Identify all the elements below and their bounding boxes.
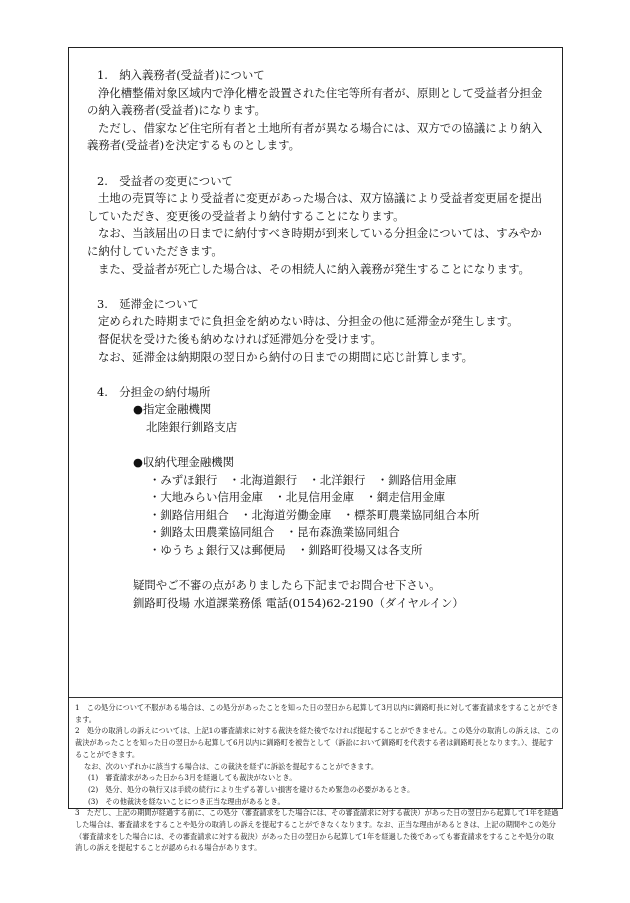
- designated-bank-name: 北陸銀行釧路支店: [146, 419, 238, 434]
- divider: [69, 697, 562, 698]
- section-heading: 4. 分担金の納付場所: [97, 384, 211, 399]
- designated-bank-title: ●指定金融機関: [133, 402, 212, 417]
- note-exception: なお、次のいずれかに該当する場合は、この裁決を経ずに訴訟を提起することができます。: [84, 761, 379, 771]
- agent-bank-line: ・みずほ銀行 ・北海道銀行 ・北洋銀行 ・釧路信用金庫: [149, 472, 457, 487]
- agent-bank-line: ・ゆうちょ銀行又は郵便局 ・釧路町役場又は各支所: [149, 543, 423, 558]
- section-obligor: [87, 67, 549, 155]
- section-paragraph: ただし、借家など住宅所有者と土地所有者が異なる場合には、双方での協議により納入義務者(受益者)を決定するものとします。: [87, 120, 543, 153]
- note-item: (3) その他裁決を経ないことにつき正当な理由があるとき。: [88, 796, 285, 806]
- contact-message: 疑問やご不審の点がありましたら下記までお問合せ下さい。: [133, 578, 441, 593]
- section-heading: 3. 延滞金について: [97, 296, 199, 311]
- section-heading: 2. 受益者の変更について: [97, 173, 233, 188]
- contact-phone: 釧路町役場 水道課業務係 電話(0154)62-2190（ダイヤルイン）: [133, 595, 464, 610]
- section-late-fee: [87, 296, 549, 366]
- note-time-limit: 3 ただし、上記の期間が経過する前に、この処分（審査請求をした場合には、その審査請求に対する裁決）があった日の翌日から起算して1年を経過した場合は、審査請求をすることや処分の取消しの訴えを提起することができなくなります。なお、正当な理由があるときは、上記の期間やこの処分（審査請求をした場合には、その審査請求に対する裁決）があった日の翌日から起算して1年を経過した後であっても審査請求をすることや処分の取消しの訴えを提起することが認められる場合があります。: [75, 808, 559, 853]
- section-paragraph: 定められた時期までに負担金を納めない時は、分担金の他に延滞金が発生します。: [98, 314, 519, 329]
- section-heading: 1. 納入義務者(受益者)について: [97, 68, 265, 82]
- note-item: (2) 処分、処分の執行又は手続の続行により生ずる著しい損害を避けるため緊急の必要があるとき。: [88, 784, 415, 794]
- section-beneficiary-change: [87, 173, 549, 279]
- note-item: (1) 審査請求があった日から3月を経過しても裁決がないとき。: [88, 773, 297, 783]
- section-payment-place: [87, 384, 549, 560]
- section-paragraph: また、受益者が死亡した場合は、その相続人に納入義務が発生することになります。: [98, 261, 530, 276]
- section-paragraph: なお、延滞金は納期限の翌日から納付の日までの期間に応じ計算します。: [98, 349, 473, 364]
- agent-bank-line: ・釧路太田農業協同組合 ・昆布森漁業協同組合: [149, 525, 400, 540]
- section-paragraph: 土地の売買等により受益者に変更があった場合は、双方協議により受益者変更届を提出していただき、変更後の受益者より納付することになります。: [87, 191, 543, 223]
- agent-bank-line: ・釧路信用組合 ・北海道労働金庫 ・標茶町農業協同組合本所: [149, 507, 480, 522]
- section-paragraph: 督促状を受けた後も納めなければ延滞処分を受けます。: [98, 331, 382, 346]
- section-paragraph: なお、当該届出の日までに納付すべき時期が到来している分担金については、すみやかに納付していただきます。: [87, 226, 542, 258]
- agent-bank-line: ・大地みらい信用金庫 ・北見信用金庫 ・網走信用金庫: [149, 490, 446, 505]
- section-paragraph: 浄化槽整備対象区域内で浄化槽を設置された住宅等所有者が、原則として受益者分担金の納入義務者(受益者)になります。: [87, 85, 543, 118]
- notice-frame: [68, 47, 563, 853]
- note-lawsuit: 2 処分の取消しの訴えについては、上記1の審査請求に対する裁決を経た後でなければ提起することができません。この処分の取消しの訴えは、この裁決があったことを知った日の翌日から起算して6月以内に釧路町を被告として（訴訟において釧路町を代表する者は釧路町長となります。）、提起することができます。: [75, 726, 559, 759]
- legal-notes: [75, 702, 559, 854]
- note-appeal: 1 この処分について不服がある場合は、この処分があったことを知った日の翌日から起算して3月以内に釧路町長に対して審査請求をすることができます。: [75, 703, 559, 724]
- agent-banks-title: ●収納代理金融機関: [133, 455, 235, 470]
- main-text: [87, 67, 549, 612]
- contact-block: [87, 577, 549, 612]
